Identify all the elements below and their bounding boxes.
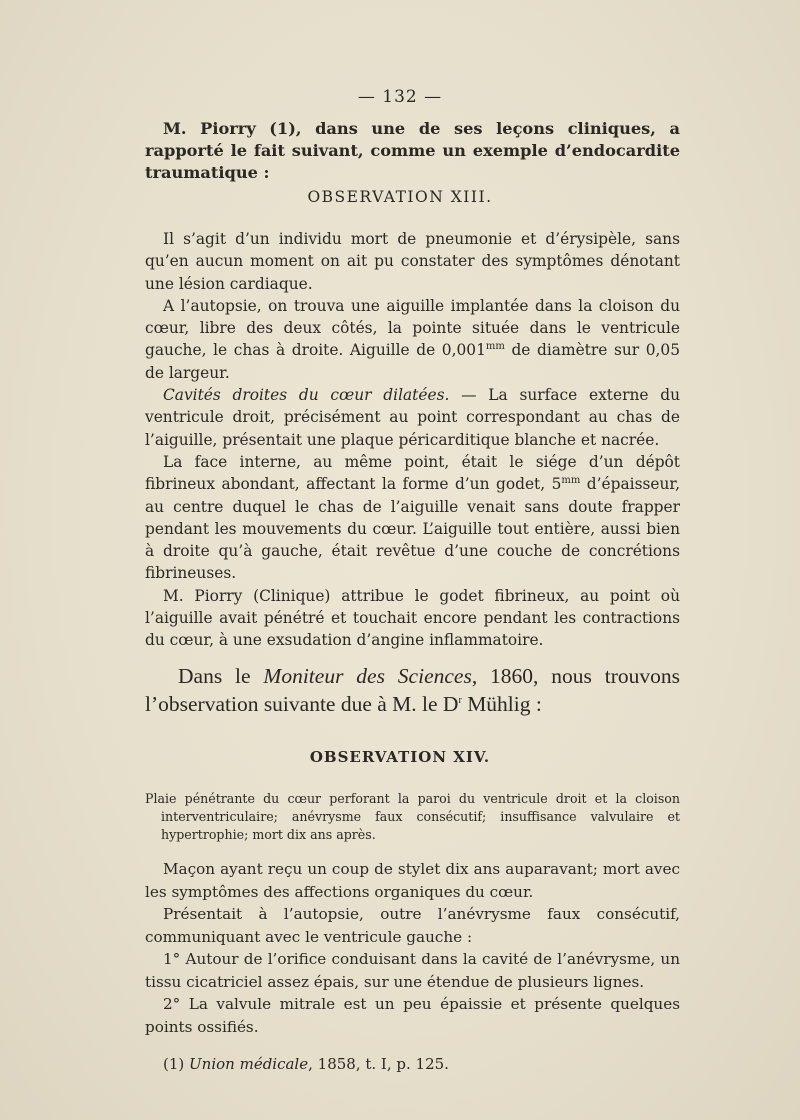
footnote-mark: (1) — [163, 1055, 185, 1073]
observation-13-body — [145, 228, 680, 652]
observation-14-title: OBSERVATION XIV. — [309, 748, 491, 766]
obs13-paragraph-3: Cavités droites du cœur dilatées. — La surface externe du ventricule droit, précisément au point correspondant au chas de l’aiguille, présentait une plaque péricarditique blanche et nacrée. — [145, 386, 680, 449]
obs13-paragraph-5: M. Piorry (Clinique) attribue le godet fibrineux, au point où l’aiguille avait pénétré et touchait encore pendant les contractions du cœur, à une exsudation d’angine inflammatoire. — [145, 586, 680, 650]
obs14-paragraph-1: Maçon ayant reçu un coup de stylet dix ans auparavant; mort avec les symptômes des affections organiques du cœur. — [145, 860, 680, 901]
observation-13-title: OBSERVATION XIII. — [307, 188, 493, 206]
obs14-paragraph-2: Présentait à l’autopsie, outre l’anévrysme faux consécutif, communiquant avec le ventricule gauche : — [145, 905, 680, 946]
observation-14-summary: Plaie pénétrante du cœur perforant la paroi du ventricule droit et la cloison interventriculaire; anévrysme faux consécutif; insuffisance valvulaire et hypertrophie; mort dix ans après. — [145, 791, 680, 842]
intro-paragraph — [145, 118, 680, 184]
observation-14-body — [145, 858, 680, 1038]
obs14-paragraph-3: 1° Autour de l’orifice conduisant dans la cavité de l’anévrysme, un tissu cicatriciel assez épais, sur une étendue de plusieurs lignes. — [145, 950, 680, 991]
obs13-paragraph-4: La face interne, au même point, était le siége d’un dépôt fibrineux abondant, affectant la forme d’un godet, $5^{mm}$ d’épaisseur, au centre duquel le chas de l’aiguille venait sans doute frapper pendant les mouvements du cœur. L’aiguille tout entière, aussi bien à droite qu’à gauche, était revêtue d’une couche de concrétions fibrineuses. — [145, 452, 680, 583]
footnote — [145, 1053, 698, 1075]
page-number: — 132 — — [357, 87, 443, 107]
obs13-paragraph-2: A l’autopsie, on trouva une aiguille implantée dans la cloison du cœur, libre des deux côtés, la pointe située dans le ventricule gauche, le chas à droite. Aiguille de $0,001^{mm}$ de diamètre sur 0,05 de largeur. — [145, 296, 680, 382]
moniteur-paragraph: Dans le Moniteur des Sciences, 1860, nous trouvons l’observation suivante due à M. le $D^r$ Mühlig : — [145, 664, 681, 716]
intro-text: M. Piorry (1), dans une de ses leçons cliniques, a rapporté le fait suivant, comme un exemple d’endocardite traumatique : — [145, 119, 680, 182]
obs13-paragraph-1: Il s’agit d’un individu mort de pneumonie et d’érysipèle, sans qu’en aucun moment on ait pu constater des symptômes dénotant une lésion cardiaque. — [145, 230, 680, 293]
footnote-citation: , 1858, t. I, p. 125. — [308, 1055, 449, 1073]
footnote-source: Union médicale — [189, 1055, 309, 1073]
obs14-paragraph-4: 2° La valvule mitrale est un peu épaissie et présente quelques points ossifiés. — [145, 995, 680, 1036]
